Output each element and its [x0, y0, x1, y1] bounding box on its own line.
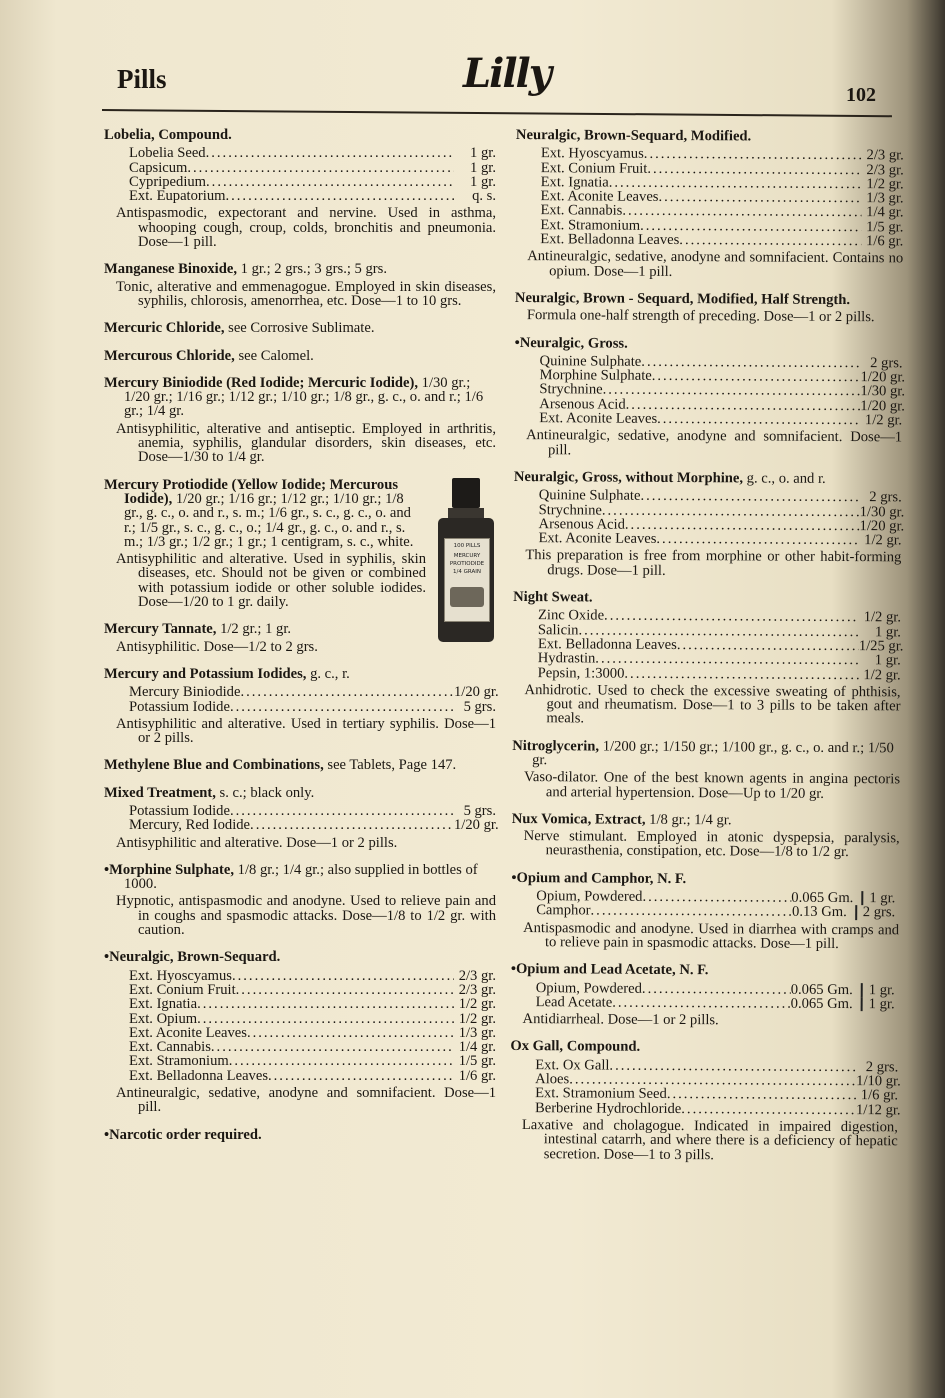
entry-name: Lobelia, Compound.	[104, 127, 232, 143]
entry-name: Mercuric Chloride,	[104, 320, 225, 337]
dot-leader	[229, 1054, 454, 1068]
ingredient-name: Ext. Belladonna Leaves	[540, 231, 680, 249]
ingredient-row	[104, 146, 496, 160]
dot-leader	[591, 904, 793, 920]
entry-description: Antisyphilitic and alterative. Used in tertiary syphilis. Dose—1 or 2 pills.	[116, 715, 496, 747]
ingredient-amount: 1 gr.	[470, 173, 496, 190]
entry	[104, 665, 499, 747]
ingredient-grains: 1 gr.	[861, 983, 899, 998]
ingredient-amount: 2/3 gr.	[458, 967, 496, 984]
entry	[104, 262, 496, 308]
entry	[510, 1039, 899, 1163]
entry-name: Neuralgic, Brown-Sequard, Modified.	[515, 127, 752, 145]
entry-heading	[515, 336, 903, 353]
dot-leader	[624, 666, 858, 682]
ingredient-name: Ext. Belladonna Leaves	[537, 636, 677, 653]
dot-leader	[187, 161, 454, 175]
entry-heading	[104, 128, 496, 142]
ingredient-name: Pepsin, 1:3000	[537, 664, 625, 682]
dot-leader	[247, 1026, 454, 1040]
entry-name: Nitroglycerin,	[512, 737, 600, 755]
dot-leader	[640, 489, 859, 505]
entry-doses: 1/8 gr.; 1/4 gr.	[645, 811, 732, 829]
ingredient-name: Berberine Hydrochloride	[534, 1099, 682, 1117]
bottle-label-text: MERCURY	[453, 552, 481, 559]
entry-description: Vaso-dilator. One of the best known agents in angina pectoris and arterial hypertension. Dose—Up to 1/20 gr.	[523, 769, 901, 802]
dot-leader	[595, 652, 859, 668]
ingredient-row	[510, 1099, 901, 1118]
ingredient-amount: 2 grs.	[870, 355, 903, 372]
entry	[104, 321, 496, 335]
dot-leader	[641, 355, 860, 371]
bottle-label-text: 1/4 GRAIN	[453, 568, 481, 575]
ingredient-amount: 1/2 gr.	[864, 412, 903, 429]
ingredient-amount: 0.065 Gm.	[790, 981, 853, 998]
entry-heading	[516, 128, 904, 145]
entry-description: Antisyphilitic, alterative and antiseptic. Employed in arthritis, anemia, syphilis, glandular disorders, skin diseases, etc. Dose—1/30 to 1/4 gr.	[116, 420, 496, 466]
entry-doses: 1/200 gr.; 1/150 gr.; 1/100 gr., g. c., o. and r.; 1/50 gr.	[532, 738, 894, 769]
entry-name: Neuralgic, Brown - Sequard, Modified, Half Strength.	[514, 289, 851, 309]
dot-leader	[232, 969, 454, 983]
ingredient-amount: 1/5 gr.	[458, 1053, 496, 1070]
entry-heading	[104, 622, 496, 636]
dot-leader	[642, 890, 791, 905]
entry-doses: s. c.; black only.	[215, 784, 315, 801]
entry-name: Mercury and Potassium Iodides,	[104, 665, 307, 682]
bottle-illustration	[436, 478, 496, 644]
ingredient-name: Ext. Cannabis	[540, 202, 623, 220]
ingredient-row	[104, 684, 499, 701]
entry-description: Antispasmodic and anodyne. Used in diarrhea with cramps and to relieve pain in spasmodic attacks. Dose—1 pill.	[523, 919, 900, 952]
bottle-label-text: PROTIODIDE	[449, 560, 485, 567]
ingredient-name: Camphor	[536, 902, 591, 919]
entry-heading	[510, 1039, 898, 1056]
entry-doses: see Corrosive Sublimate.	[224, 320, 375, 337]
entry-doses: 1/30 gr.; 1/20 gr.; 1/16 gr.; 1/12 gr.; 1/10 gr.; 1/8 gr., g. c., o. and r.; 1/6 gr.; 1/4 gr.	[124, 374, 484, 420]
ingredient-amount: 1/4 gr.	[866, 204, 904, 221]
ingredient-amount: 0.065 Gm.	[790, 995, 853, 1012]
dot-leader	[230, 700, 454, 714]
lilly-logo: Lilly	[463, 50, 550, 97]
ingredient-name: Aloes	[535, 1071, 570, 1088]
entry	[104, 478, 496, 610]
entry	[515, 128, 904, 280]
ingredient-name: Ext. Stramonium	[540, 216, 641, 234]
entry	[511, 871, 899, 952]
dot-leader	[225, 189, 454, 203]
ingredient-amount: 2/3 gr.	[866, 161, 904, 178]
entry-name: •Opium and Camphor, N. F.	[511, 869, 687, 887]
ingredient-amount: 1/6 gr.	[865, 233, 904, 250]
ingredient-amount: 1 gr.	[874, 652, 901, 669]
entry-heading	[511, 871, 899, 888]
entry-name: Mercury Protiodide (Yellow Iodide; Mercurous Iodide),	[104, 476, 398, 507]
ingredient-row	[104, 804, 496, 818]
ingredient-name: Strychnine	[539, 381, 603, 398]
ingredient-name: Hydrastin	[537, 650, 596, 667]
ingredient-row	[104, 1012, 496, 1026]
entry-heading	[104, 863, 496, 892]
ingredient-name: Ext. Stramonium	[129, 1053, 229, 1070]
entry-description: Hypnotic, antispasmodic and anodyne. Used to relieve pain and in coughs and spasmodic attacks. Dose—1/8 to 1/2 gr. with caution.	[116, 893, 496, 939]
entry-description: This preparation is free from morphine or other habit-forming drugs. Dose—1 pill.	[525, 547, 902, 579]
ingredient-row	[511, 903, 899, 920]
ingredient-name: Quinine Sulphate	[538, 487, 641, 505]
ingredient-name: Zinc Oxide	[537, 607, 605, 624]
ingredient-amount: 5 grs.	[463, 698, 496, 715]
ingredient-amount: 1/2 gr.	[866, 176, 904, 193]
ingredient-row	[514, 411, 902, 428]
bottle-cap	[452, 478, 480, 508]
ingredient-amount: 1/20 gr.	[454, 684, 499, 701]
ingredient-name: Ext. Aconite Leaves	[538, 530, 657, 547]
ingredient-amount: 1/20 gr.	[454, 817, 499, 834]
ingredient-amount: 1/2 gr.	[864, 532, 902, 549]
entry-heading	[104, 950, 496, 964]
entry-doses: 1/8 gr.; 1/4 gr.; also supplied in bottles of 1000.	[124, 861, 478, 893]
ingredient-name: Ext. Ignatia	[129, 996, 198, 1013]
entry-heading	[511, 962, 899, 979]
ingredient-amount: 2/3 gr.	[866, 147, 904, 164]
ingredient-amount: 5 grs.	[463, 802, 496, 819]
dot-leader	[206, 175, 454, 189]
ingredient-name: Ext. Ox Gall	[535, 1056, 610, 1074]
ingredient-row	[104, 189, 496, 203]
entry	[514, 334, 906, 460]
dot-leader	[240, 685, 454, 699]
entry-heading	[512, 739, 900, 770]
ingredient-list	[511, 889, 899, 920]
entry	[515, 291, 903, 325]
ingredient-amount: 1/20 gr.	[859, 517, 905, 535]
entry-name: •Opium and Lead Acetate, N. F.	[510, 961, 709, 979]
entry	[512, 812, 900, 860]
ingredient-name: Ext. Aconite Leaves	[129, 1024, 247, 1041]
dot-leader	[236, 983, 454, 997]
entry-description: Antisyphilitic and alterative. Dose—1 or 2 pills.	[116, 834, 398, 851]
entry-name: Neuralgic, Gross, without Morphine,	[513, 468, 744, 487]
entry-doses: see Calomel.	[234, 347, 314, 364]
ingredient-name: Mercury, Red Iodide	[129, 817, 251, 834]
ingredient-name: Potassium Iodide	[129, 698, 230, 715]
dot-leader	[626, 397, 861, 413]
entry	[104, 349, 496, 363]
ingredient-amount: 2 grs.	[865, 1058, 899, 1076]
footnote: •Narcotic order required.	[104, 1126, 262, 1143]
ingredient-name: Ext. Aconite Leaves	[540, 188, 659, 206]
ingredient-name: Ext. Opium	[129, 1010, 198, 1027]
ingredient-name: Salicin	[537, 621, 579, 639]
dot-leader	[642, 981, 791, 996]
ingredient-amount: 1 gr.	[470, 145, 496, 162]
ingredient-amount: 1/2 gr.	[863, 666, 901, 683]
dot-leader	[679, 233, 861, 248]
dot-leader	[612, 995, 791, 1010]
ingredient-row	[104, 817, 499, 834]
entry	[512, 589, 904, 728]
entry-description: Antineuralgic, sedative, anodyne and somnifacient. Dose—1 pill.	[116, 1085, 496, 1116]
ingredient-grains: 2 grs.	[855, 905, 900, 920]
ingredient-list	[513, 607, 904, 683]
dot-leader	[602, 503, 860, 519]
entry-heading	[104, 321, 496, 335]
entry-description: Antisyphilitic. Dose—1/2 to 2 grs.	[116, 638, 318, 655]
entry-name: Mixed Treatment,	[104, 784, 216, 801]
dot-leader	[230, 804, 454, 818]
ingredient-grains: 1 gr.	[861, 891, 899, 906]
section-title: Pills	[117, 64, 167, 94]
dot-leader	[603, 383, 861, 399]
ingredient-row	[104, 997, 496, 1011]
ingredient-row	[104, 983, 496, 997]
ingredient-amount: 1 gr.	[470, 159, 496, 176]
ingredient-name: Ext. Ignatia	[540, 174, 609, 191]
entry-heading	[514, 470, 902, 487]
entry	[104, 128, 496, 249]
entry-heading	[512, 812, 900, 829]
ingredient-amount: 1/30 gr.	[859, 503, 905, 520]
ingredient-name: Arsenous Acid	[539, 395, 626, 413]
entry-heading	[515, 291, 903, 308]
entry	[513, 468, 905, 579]
dot-leader	[658, 190, 861, 206]
entry-name: •Neuralgic, Brown-Sequard.	[104, 949, 281, 966]
ingredient-name: Ext. Eupatorium	[129, 188, 226, 205]
entry	[512, 739, 900, 802]
ingredient-name: Opium, Powdered	[536, 888, 643, 905]
entry-description: Anhidrotic. Used to check the excessive sweating of phthisis, gout and rheumatism. Dose—1 to 3 pills to be taken after meals.	[524, 681, 901, 727]
ingredient-amount: 2/3 gr.	[458, 981, 496, 998]
entry-name: •Morphine Sulphate,	[104, 861, 234, 878]
ingredient-name: Capsicum	[129, 159, 188, 176]
ingredient-name: Potassium Iodide	[129, 802, 230, 819]
ingredient-row	[104, 1069, 496, 1083]
dot-leader	[211, 1040, 454, 1054]
entry-doses: see Tablets, Page 147.	[323, 757, 457, 774]
dot-leader	[609, 1058, 856, 1074]
dot-leader	[197, 997, 454, 1011]
dot-leader	[644, 147, 862, 163]
ingredient-name: Cypripedium	[129, 173, 207, 190]
ingredient-amount: 1/6 gr.	[860, 1087, 899, 1104]
ingredient-amount: 1/2 gr.	[458, 1010, 496, 1027]
ingredient-name: Ext. Aconite Leaves	[539, 410, 658, 427]
ingredient-row	[104, 1040, 496, 1054]
ingredient-row	[513, 531, 901, 548]
entry-name: Night Sweat.	[513, 589, 593, 606]
ingredient-name: Mercury Biniodide	[129, 684, 241, 701]
ingredient-name: Ext. Hyoscyamus	[540, 145, 644, 163]
ingredient-grains: 1 gr.	[861, 997, 899, 1012]
ingredient-row	[104, 700, 496, 714]
ingredient-list	[104, 969, 496, 1083]
ingredient-name: Ext. Conium Fruit	[540, 159, 648, 177]
ingredient-name: Arsenous Acid	[538, 515, 625, 533]
entry	[104, 950, 496, 1114]
header-rule	[102, 109, 892, 117]
ingredient-name: Opium, Powdered	[535, 979, 642, 997]
dot-leader	[656, 532, 859, 548]
entry-heading	[104, 786, 496, 800]
ingredient-list	[510, 1056, 901, 1118]
entry-description: Antisyphilitic and alterative. Used in syphilis, skin diseases, etc. Should not be given or combined with potassium iodide or other soluble iodides. Dose—1/20 to 1 gr. daily.	[116, 551, 426, 611]
entry-description: Antineuralgic, sedative, anodyne and somnifacient. Dose—1 pill.	[526, 427, 903, 458]
dot-leader	[604, 609, 859, 625]
dot-leader	[647, 161, 861, 177]
entry-heading	[104, 667, 496, 681]
dot-leader	[677, 638, 859, 653]
ingredient-amount: 0.065 Gm.	[791, 889, 854, 907]
ingredient-amount: 1/20 gr.	[860, 397, 905, 415]
dot-leader	[652, 369, 861, 385]
entry-description: Antineuralgic, sedative, anodyne and somnifacient. Contains no opium. Dose—1 pill.	[527, 248, 904, 280]
entry-description: Formula one-half strength of preceding. Dose—1 or 2 pills.	[526, 307, 875, 326]
ingredient-amount: 1 gr.	[874, 623, 901, 640]
ingredient-row	[104, 1054, 496, 1068]
entry-heading	[104, 376, 496, 419]
ingredient-name: Lobelia Seed	[129, 145, 206, 162]
entry-doses: g. c., o. and r.	[743, 470, 826, 487]
dot-leader	[268, 1069, 454, 1083]
ingredient-name: Ext. Cannabis	[129, 1039, 211, 1056]
entry-description: Antispasmodic, expectorant and nervine. Used in asthma, whooping cough, croup, colds, bronchitis and pneumonia. Dose—1 pill.	[116, 205, 496, 251]
ingredient-amount: 1/3 gr.	[866, 190, 904, 207]
entry-heading	[104, 349, 496, 363]
entry-description: Tonic, alterative and emmenagogue. Employed in skin diseases, syphilis, chlorosis, amenorrhea, etc. Dose—1 to 10 grs.	[116, 278, 496, 309]
ingredient-name: Ext. Conium Fruit	[129, 981, 236, 998]
dot-leader	[206, 146, 454, 160]
ingredient-amount: 1/5 gr.	[866, 218, 904, 236]
dot-leader	[197, 1012, 454, 1026]
entry-name: Manganese Binoxide,	[104, 261, 237, 278]
ingredient-amount: 1/2 gr.	[863, 609, 902, 626]
entry-heading	[104, 262, 496, 276]
dot-leader	[657, 412, 860, 428]
ingredient-list	[104, 146, 496, 203]
ingredient-amount: 1/12 gr.	[855, 1101, 901, 1118]
entry-description: Nerve stimulant. Employed in atonic dyspepsia, paralysis, neurasthenia, constipation, etc. Dose—1/8 to 1/2 gr.	[523, 828, 900, 861]
ingredient-list	[514, 353, 906, 429]
entry	[104, 758, 496, 772]
ingredient-list	[104, 802, 499, 834]
ingredient-amount: 0.13 Gm.	[791, 904, 847, 921]
ingredient-name: Quinine Sulphate	[539, 353, 642, 370]
ingredient-amount: 1/2 gr.	[458, 996, 496, 1013]
entry	[104, 784, 499, 851]
entry	[104, 376, 496, 465]
ingredient-name: Morphine Sulphate	[539, 367, 652, 384]
entry-name: Ox Gall, Compound.	[510, 1038, 641, 1056]
bottle-label-text: 100 PILLS	[453, 542, 481, 549]
ingredient-row	[104, 161, 496, 175]
dot-leader	[667, 1087, 856, 1102]
bottle-label	[444, 538, 490, 622]
entry-doses: g. c., r.	[306, 665, 350, 682]
bottle-neck	[448, 508, 484, 518]
ingredient-name: Ext. Stramonium Seed	[535, 1085, 667, 1103]
entry-doses: 1/2 gr.; 1 gr.	[216, 621, 292, 638]
entry	[104, 863, 496, 937]
entry-description: Antidiarrheal. Dose—1 or 2 pills.	[522, 1011, 719, 1029]
ingredient-amount: 1/3 gr.	[458, 1024, 496, 1041]
entry-name: Methylene Blue and Combinations,	[104, 757, 324, 774]
ingredient-row	[104, 1026, 496, 1040]
ingredient-name: Ext. Belladonna Leaves	[129, 1067, 268, 1084]
dot-leader	[625, 518, 860, 534]
ingredient-row	[104, 175, 496, 189]
entry-name: •Neuralgic, Gross.	[514, 334, 628, 352]
dot-leader	[681, 1102, 856, 1117]
entry-heading	[513, 590, 901, 607]
right-column	[510, 128, 904, 1176]
ingredient-row	[511, 995, 899, 1012]
pill-bottle	[436, 478, 496, 644]
ingredient-amount: 1/30 gr.	[860, 383, 906, 400]
left-column	[104, 127, 499, 1143]
ingredient-row	[104, 969, 496, 983]
ingredient-list	[511, 981, 899, 1012]
entry	[104, 622, 496, 654]
ingredient-amount: q. s.	[472, 188, 496, 205]
ingredient-amount: 1/25 gr.	[858, 638, 904, 655]
page-number: 102	[846, 84, 876, 106]
entry	[511, 962, 899, 1029]
ingredient-row	[515, 232, 903, 249]
entry-doses: 1/20 gr.; 1/16 gr.; 1/12 gr.; 1/10 gr.; 1/8 gr., g. c., o. and r., s. m.; 1/6 gr., s. c., g. c., o. and r.; 1/5 gr., s. c., g. c., o.; 1/4 gr., g. c., o. and r., s. m.; 1/3 gr.; 1/2 gr.; 1 gr.; 1 centigram, s. c., white.	[124, 490, 414, 550]
ingredient-name: Strychnine	[538, 501, 602, 519]
bottle-label-picture	[450, 587, 484, 607]
entry-name: Mercurous Chloride,	[104, 347, 235, 364]
entry-name: Mercury Tannate,	[104, 621, 217, 638]
ingredient-amount: 1/10 gr.	[856, 1073, 901, 1090]
dot-leader	[250, 818, 454, 832]
ingredient-list	[515, 146, 904, 248]
entry-doses: 1 gr.; 2 grs.; 3 grs.; 5 grs.	[236, 261, 387, 278]
dot-leader	[622, 204, 861, 220]
entry-description: Laxative and cholagogue. Indicated in impaired digestion, intestinal catarrh, and where there is a deficiency of hepatic secretion. Dose—1 to 3 pills.	[521, 1116, 898, 1163]
ingredient-name: Ext. Hyoscyamus	[129, 967, 232, 984]
ingredient-list	[104, 684, 499, 715]
ingredient-amount: 2 grs.	[869, 489, 902, 506]
ingredient-row	[513, 665, 901, 682]
entry-name: Nux Vomica, Extract,	[511, 810, 646, 828]
entry-heading	[104, 758, 496, 772]
ingredient-amount: 1/6 gr.	[458, 1067, 496, 1084]
ingredient-amount: 1/20 gr.	[860, 369, 906, 386]
entry-name: Mercury Biniodide (Red Iodide; Mercuric Iodide),	[104, 374, 419, 391]
ingredient-amount: 1/4 gr.	[458, 1039, 496, 1056]
ingredient-name: Lead Acetate	[535, 993, 613, 1011]
ingredient-list	[513, 487, 905, 549]
